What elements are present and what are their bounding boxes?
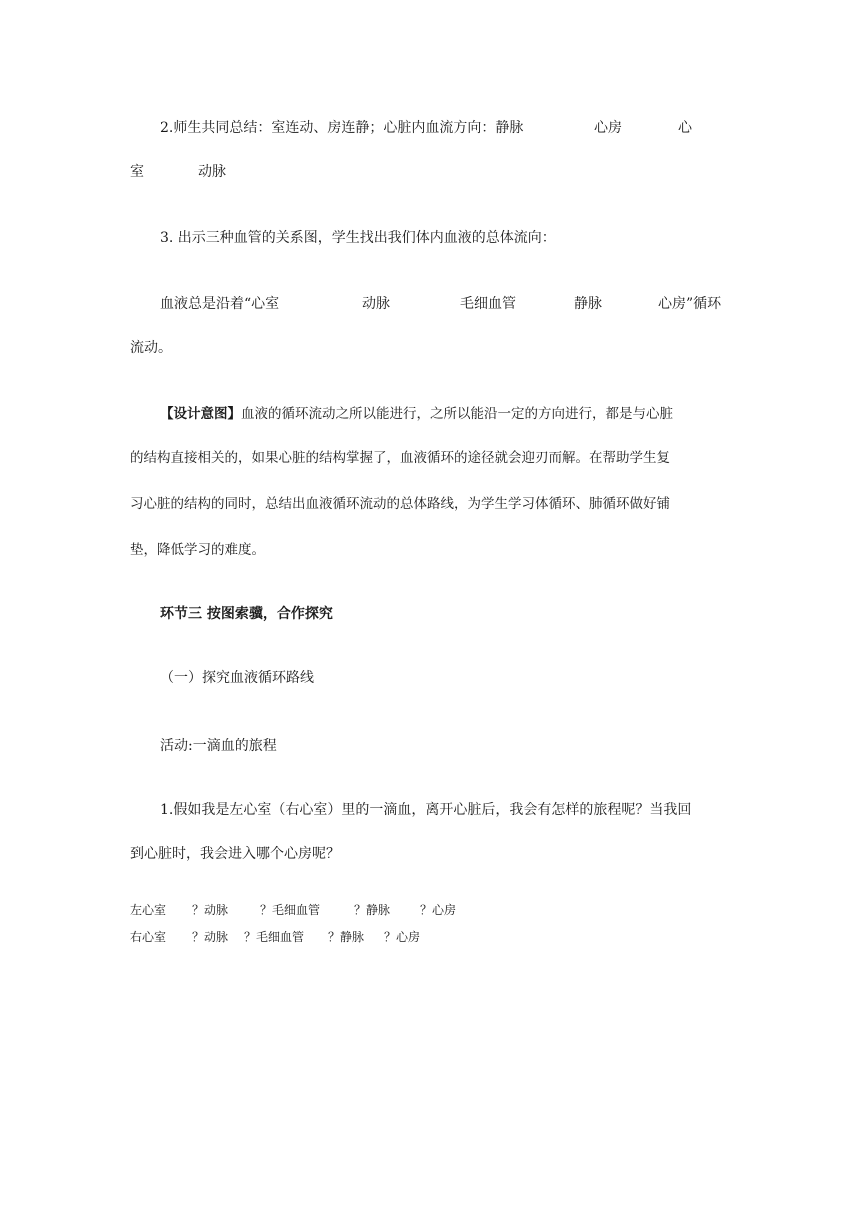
vessel-relation-text: 3. 出示三种血管的关系图，学生找出我们体内血液的总体流向： — [160, 230, 556, 246]
flow-word-6: 流动。 — [130, 340, 172, 356]
route-left-4: ？静脉 — [354, 903, 391, 917]
route-right-3: ？毛细血管 — [244, 930, 305, 944]
route-left-1: 左心室 — [130, 903, 167, 917]
summary-word-heart: 心 — [678, 120, 692, 136]
section-3-heading: 环节三 按图索骥，合作探究 — [160, 606, 333, 622]
question-line-1: 1.假如我是左心室（右心室）里的一滴血，离开心脏后，我会有怎样的旅程呢？当我回 — [160, 802, 692, 818]
route-left-2: ？动脉 — [192, 903, 229, 917]
activity-heading: 活动:一滴血的旅程 — [160, 738, 277, 754]
flow-word-2: 动脉 — [362, 296, 390, 312]
subsection-heading: （一）探究血液循环路线 — [160, 670, 314, 686]
flow-word-1: 血液总是沿着“心室 — [160, 296, 280, 312]
flow-word-5: 心房”循环 — [658, 296, 722, 312]
flow-word-4: 静脉 — [574, 296, 602, 312]
route-left-5: ？心房 — [420, 903, 457, 917]
design-intent-line-2: 的结构直接相关的，如果心脏的结构掌握了，血液循环的途径就会迎刃而解。在帮助学生复 — [130, 450, 670, 466]
design-intent-line-1 — [160, 404, 673, 424]
design-intent-label: 【设计意图】 — [160, 406, 241, 422]
design-intent-line-4: 垫，降低学习的难度。 — [130, 542, 265, 558]
question-line-2: 到心脏时，我会进入哪个心房呢？ — [130, 846, 340, 862]
route-right-4: ？静脉 — [328, 930, 365, 944]
summary-line-1: 2.师生共同总结：室连动、房连静；心脏内血流方向：静脉 — [160, 120, 524, 136]
flow-word-3: 毛细血管 — [460, 296, 516, 312]
summary-word-artery: 动脉 — [198, 164, 226, 180]
summary-word-atrium: 心房 — [594, 120, 622, 136]
route-right-2: ？动脉 — [192, 930, 229, 944]
summary-word-ventricle: 室 — [130, 164, 144, 180]
route-left-3: ？毛细血管 — [260, 903, 321, 917]
route-right-5: ？心房 — [384, 930, 421, 944]
design-intent-text-1: 血液的循环流动之所以能进行，之所以能沿一定的方向进行，都是与心脏 — [241, 406, 673, 422]
design-intent-line-3: 习心脏的结构的同时，总结出血液循环流动的总体路线，为学生学习体循环、肺循环做好铺 — [130, 496, 670, 512]
route-right-1: 右心室 — [130, 930, 167, 944]
